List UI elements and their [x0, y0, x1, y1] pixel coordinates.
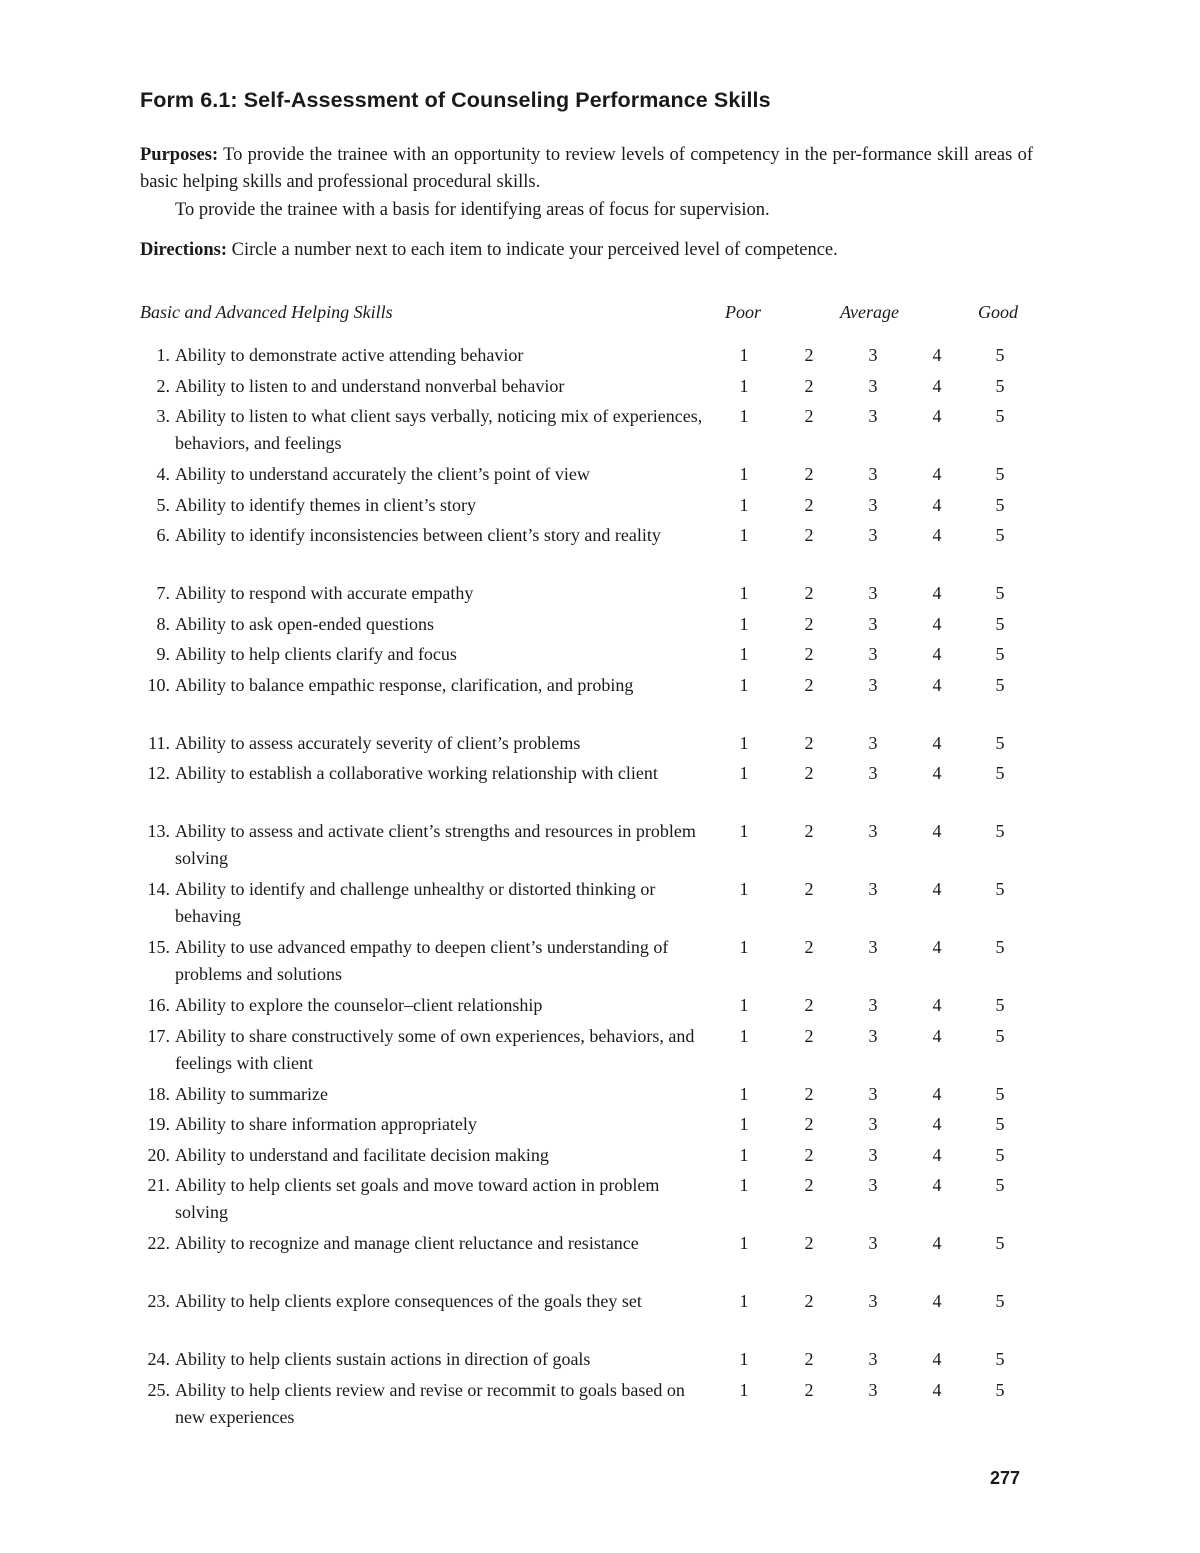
rating-option-5[interactable]: 5 [995, 644, 1005, 664]
rating-option-1[interactable]: 1 [739, 763, 749, 783]
rating-option-4[interactable]: 4 [932, 937, 942, 957]
rating-option-2[interactable]: 2 [804, 763, 814, 783]
rating-option-2[interactable]: 2 [804, 1291, 814, 1311]
table-row [140, 992, 1040, 1023]
item-text: Ability to use advanced empathy to deepen client’s understanding of problems and solutions [175, 937, 669, 984]
rating-option-1[interactable]: 1 [739, 1349, 749, 1369]
item-number: 24. [147, 1349, 170, 1369]
table-row [140, 461, 1040, 492]
item-number: 18. [147, 1083, 170, 1104]
rating-option-3[interactable]: 3 [868, 1025, 878, 1046]
item-text: Ability to help clients sustain actions in direction of goals [175, 1349, 591, 1369]
rating-option-1[interactable]: 1 [739, 1175, 749, 1195]
rating-option-4[interactable]: 4 [932, 525, 942, 545]
rating-option-5[interactable]: 5 [995, 1379, 1005, 1400]
item-list [140, 342, 1040, 1435]
rating-option-5[interactable]: 5 [995, 1349, 1005, 1369]
rating-option-3[interactable]: 3 [868, 1379, 878, 1400]
rating-option-5[interactable]: 5 [995, 464, 1005, 484]
rating-option-4[interactable]: 4 [932, 345, 942, 365]
rating-option-3[interactable]: 3 [868, 1291, 878, 1311]
item-text: Ability to help clients explore consequences of the goals they set [175, 1291, 642, 1311]
rating-option-3[interactable]: 3 [868, 494, 878, 515]
rating-option-2[interactable]: 2 [804, 613, 814, 634]
rating-option-2[interactable]: 2 [804, 879, 814, 899]
rating-option-3[interactable]: 3 [868, 1233, 878, 1253]
rating-option-2[interactable]: 2 [804, 1114, 814, 1134]
rating-option-2[interactable]: 2 [804, 937, 814, 957]
rating-option-4[interactable]: 4 [932, 375, 942, 396]
item-number: 4. [156, 464, 170, 484]
rating-option-3[interactable]: 3 [868, 464, 878, 484]
rating-option-3[interactable]: 3 [868, 937, 878, 957]
rating-option-5[interactable]: 5 [995, 821, 1005, 841]
item-number: 2. [156, 375, 170, 396]
table-row [140, 1172, 1040, 1230]
rating-option-5[interactable]: 5 [995, 613, 1005, 634]
table-row [140, 1111, 1040, 1142]
form-title: Form 6.1: Self-Assessment of Counseling Performance Skills [140, 88, 771, 112]
rating-option-5[interactable]: 5 [995, 937, 1005, 957]
rating-option-5[interactable]: 5 [995, 406, 1005, 426]
rating-option-3[interactable]: 3 [868, 1144, 878, 1165]
purposes-text: To provide the trainee with an opportunity to review levels of competency in the per-formance skill areas of basic helping skills and professional procedural skills. [140, 145, 1033, 192]
item-text: Ability to recognize and manage client reluctance and resistance [175, 1233, 639, 1253]
rating-option-1[interactable]: 1 [739, 821, 749, 841]
rating-option-5[interactable]: 5 [995, 995, 1005, 1015]
item-number: 8. [156, 613, 170, 634]
item-number: 19. [147, 1114, 170, 1134]
table-row [140, 1142, 1040, 1173]
rating-option-4[interactable]: 4 [932, 583, 942, 603]
rating-option-1[interactable]: 1 [739, 525, 749, 545]
table-row [140, 1230, 1040, 1288]
table-row [140, 403, 1040, 461]
rating-option-1[interactable]: 1 [739, 732, 749, 753]
rating-option-2[interactable]: 2 [804, 1233, 814, 1253]
rating-option-4[interactable]: 4 [932, 879, 942, 899]
rating-option-4[interactable]: 4 [932, 644, 942, 664]
rating-option-2[interactable]: 2 [804, 1025, 814, 1046]
table-row [140, 760, 1040, 818]
item-number: 16. [147, 995, 170, 1015]
rating-option-3[interactable]: 3 [868, 732, 878, 753]
rating-option-1[interactable]: 1 [739, 937, 749, 957]
item-text: Ability to help clients clarify and focus [175, 644, 457, 664]
rating-option-1[interactable]: 1 [739, 345, 749, 365]
item-number: 9. [156, 644, 170, 664]
table-row [140, 342, 1040, 373]
purposes-paragraph-2: To provide the trainee with a basis for identifying areas of focus for supervision. [175, 200, 770, 220]
item-text: Ability to identify and challenge unhealthy or distorted thinking or behaving [175, 879, 656, 926]
skills-rating-table [140, 302, 1040, 1435]
table-row [140, 373, 1040, 404]
rating-option-2[interactable]: 2 [804, 821, 814, 841]
rating-option-4[interactable]: 4 [932, 1114, 942, 1134]
rating-option-4[interactable]: 4 [932, 494, 942, 515]
rating-option-1[interactable]: 1 [739, 1025, 749, 1046]
table-row [140, 492, 1040, 523]
rating-option-3[interactable]: 3 [868, 674, 878, 695]
rating-option-1[interactable]: 1 [739, 583, 749, 603]
item-number: 17. [147, 1025, 170, 1046]
rating-option-3[interactable]: 3 [868, 1349, 878, 1369]
item-number: 21. [147, 1175, 170, 1195]
item-text: Ability to assess accurately severity of client’s problems [175, 732, 581, 753]
rating-option-4[interactable]: 4 [932, 1291, 942, 1311]
table-row [140, 672, 1040, 730]
rating-option-3[interactable]: 3 [868, 1175, 878, 1195]
rating-option-4[interactable]: 4 [932, 1144, 942, 1165]
item-number: 3. [156, 406, 170, 426]
rating-option-3[interactable]: 3 [868, 1114, 878, 1134]
item-text: Ability to listen to and understand nonverbal behavior [175, 375, 565, 396]
item-number: 7. [156, 583, 170, 603]
rating-option-3[interactable]: 3 [868, 995, 878, 1015]
rating-option-1[interactable]: 1 [739, 375, 749, 396]
rating-option-1[interactable]: 1 [739, 1233, 749, 1253]
item-number: 1. [156, 345, 170, 365]
rating-option-4[interactable]: 4 [932, 1233, 942, 1253]
item-text: Ability to share constructively some of own experiences, behaviors, and feelings with client [175, 1025, 695, 1073]
rating-option-3[interactable]: 3 [868, 821, 878, 841]
rating-option-1[interactable]: 1 [739, 1114, 749, 1134]
item-number: 14. [147, 879, 170, 899]
item-text: Ability to help clients review and revise or recommit to goals based on new experiences [175, 1379, 685, 1427]
rating-option-2[interactable]: 2 [804, 644, 814, 664]
rating-option-1[interactable]: 1 [739, 613, 749, 634]
rating-option-4[interactable]: 4 [932, 613, 942, 634]
rating-option-5[interactable]: 5 [995, 494, 1005, 515]
item-number: 15. [147, 937, 170, 957]
rating-option-1[interactable]: 1 [739, 1083, 749, 1104]
rating-option-5[interactable]: 5 [995, 1025, 1005, 1046]
rating-option-4[interactable]: 4 [932, 821, 942, 841]
rating-option-2[interactable]: 2 [804, 995, 814, 1015]
rating-option-4[interactable]: 4 [932, 464, 942, 484]
rating-option-1[interactable]: 1 [739, 464, 749, 484]
rating-option-1[interactable]: 1 [739, 406, 749, 426]
table-row [140, 1377, 1040, 1435]
rating-option-5[interactable]: 5 [995, 345, 1005, 365]
table-row [140, 876, 1040, 934]
table-header [140, 302, 1040, 342]
section-heading: Basic and Advanced Helping Skills [140, 302, 393, 322]
scale-label-poor: Poor [725, 302, 761, 322]
item-text: Ability to help clients set goals and move toward action in problem solving [175, 1175, 660, 1222]
table-row [140, 730, 1040, 761]
rating-option-2[interactable]: 2 [804, 583, 814, 603]
rating-option-5[interactable]: 5 [995, 674, 1005, 695]
item-text: Ability to explore the counselor–client relationship [175, 995, 543, 1015]
rating-option-2[interactable]: 2 [804, 406, 814, 426]
rating-option-3[interactable]: 3 [868, 763, 878, 783]
rating-option-2[interactable]: 2 [804, 1083, 814, 1104]
item-number: 23. [147, 1291, 170, 1311]
rating-option-1[interactable]: 1 [739, 494, 749, 515]
rating-option-4[interactable]: 4 [932, 674, 942, 695]
rating-option-2[interactable]: 2 [804, 375, 814, 396]
page-number: 277 [990, 1468, 1021, 1488]
rating-option-3[interactable]: 3 [868, 345, 878, 365]
rating-option-1[interactable]: 1 [739, 674, 749, 695]
rating-option-3[interactable]: 3 [868, 613, 878, 634]
rating-option-5[interactable]: 5 [995, 375, 1005, 396]
rating-option-5[interactable]: 5 [995, 1114, 1005, 1134]
rating-option-5[interactable]: 5 [995, 763, 1005, 783]
rating-option-3[interactable]: 3 [868, 525, 878, 545]
rating-option-5[interactable]: 5 [995, 1083, 1005, 1104]
rating-option-1[interactable]: 1 [739, 1379, 749, 1400]
rating-option-4[interactable]: 4 [932, 1349, 942, 1369]
rating-option-2[interactable]: 2 [804, 732, 814, 753]
table-row [140, 934, 1040, 992]
rating-option-4[interactable]: 4 [932, 732, 942, 753]
item-number: 5. [156, 494, 170, 515]
table-row [140, 611, 1040, 642]
scale-label-average: Average [840, 302, 899, 322]
rating-option-3[interactable]: 3 [868, 583, 878, 603]
rating-option-5[interactable]: 5 [995, 525, 1005, 545]
item-text: Ability to ask open-ended questions [175, 613, 434, 634]
item-number: 20. [147, 1144, 170, 1165]
rating-option-5[interactable]: 5 [995, 1291, 1005, 1311]
table-row [140, 641, 1040, 672]
rating-option-3[interactable]: 3 [868, 1083, 878, 1104]
table-row [140, 1023, 1040, 1081]
rating-option-3[interactable]: 3 [868, 406, 878, 426]
rating-option-2[interactable]: 2 [804, 525, 814, 545]
purposes-paragraph [140, 142, 1033, 196]
item-text: Ability to summarize [175, 1083, 328, 1104]
directions-label: Directions: [140, 240, 227, 260]
purposes-label: Purposes: [140, 145, 219, 165]
rating-option-4[interactable]: 4 [932, 763, 942, 783]
rating-option-5[interactable]: 5 [995, 879, 1005, 899]
item-text: Ability to balance empathic response, clarification, and probing [175, 674, 634, 695]
rating-option-4[interactable]: 4 [932, 1083, 942, 1104]
rating-option-2[interactable]: 2 [804, 1349, 814, 1369]
rating-option-2[interactable]: 2 [804, 1175, 814, 1195]
item-text: Ability to listen to what client says verbally, noticing mix of experiences, behaviors, and feelings [175, 406, 703, 453]
rating-option-2[interactable]: 2 [804, 1379, 814, 1400]
rating-option-4[interactable]: 4 [932, 995, 942, 1015]
rating-option-5[interactable]: 5 [995, 1175, 1005, 1195]
item-text: Ability to understand accurately the client’s point of view [175, 464, 590, 484]
rating-option-2[interactable]: 2 [804, 494, 814, 515]
item-number: 22. [147, 1233, 170, 1253]
item-text: Ability to understand and facilitate decision making [175, 1144, 549, 1165]
rating-option-5[interactable]: 5 [995, 1144, 1005, 1165]
rating-option-5[interactable]: 5 [995, 732, 1005, 753]
item-text: Ability to demonstrate active attending behavior [175, 345, 524, 365]
item-text: Ability to respond with accurate empathy [175, 583, 474, 603]
item-number: 13. [147, 821, 170, 841]
rating-option-5[interactable]: 5 [995, 583, 1005, 603]
rating-option-2[interactable]: 2 [804, 464, 814, 484]
rating-option-2[interactable]: 2 [804, 1144, 814, 1165]
item-text: Ability to assess and activate client’s strengths and resources in problem solving [175, 821, 696, 868]
table-row [140, 580, 1040, 611]
rating-option-3[interactable]: 3 [868, 879, 878, 899]
rating-option-4[interactable]: 4 [932, 406, 942, 426]
table-row [140, 1346, 1040, 1377]
item-number: 6. [156, 525, 170, 545]
table-row [140, 522, 1040, 580]
table-row [140, 1288, 1040, 1346]
table-row [140, 818, 1040, 876]
rating-option-3[interactable]: 3 [868, 375, 878, 396]
rating-option-2[interactable]: 2 [804, 674, 814, 695]
rating-option-1[interactable]: 1 [739, 1291, 749, 1311]
item-text: Ability to establish a collaborative working relationship with client [175, 763, 658, 783]
item-text: Ability to identify themes in client’s story [175, 494, 476, 515]
rating-option-1[interactable]: 1 [739, 1144, 749, 1165]
rating-option-3[interactable]: 3 [868, 644, 878, 664]
rating-option-2[interactable]: 2 [804, 345, 814, 365]
rating-option-4[interactable]: 4 [932, 1025, 942, 1046]
item-number: 25. [147, 1379, 170, 1400]
item-number: 11. [148, 732, 170, 753]
rating-option-1[interactable]: 1 [739, 879, 749, 899]
scale-label-good: Good [978, 302, 1018, 322]
item-number: 12. [147, 763, 170, 783]
rating-option-4[interactable]: 4 [932, 1175, 942, 1195]
rating-option-1[interactable]: 1 [739, 644, 749, 664]
rating-option-4[interactable]: 4 [932, 1379, 942, 1400]
item-text: Ability to share information appropriately [175, 1114, 477, 1134]
rating-option-1[interactable]: 1 [739, 995, 749, 1015]
item-number: 10. [147, 674, 170, 695]
directions-text: Circle a number next to each item to indicate your perceived level of competence. [227, 240, 838, 260]
table-row [140, 1081, 1040, 1112]
rating-option-5[interactable]: 5 [995, 1233, 1005, 1253]
item-text: Ability to identify inconsistencies between client’s story and reality [175, 525, 661, 545]
directions-paragraph [140, 237, 1033, 264]
